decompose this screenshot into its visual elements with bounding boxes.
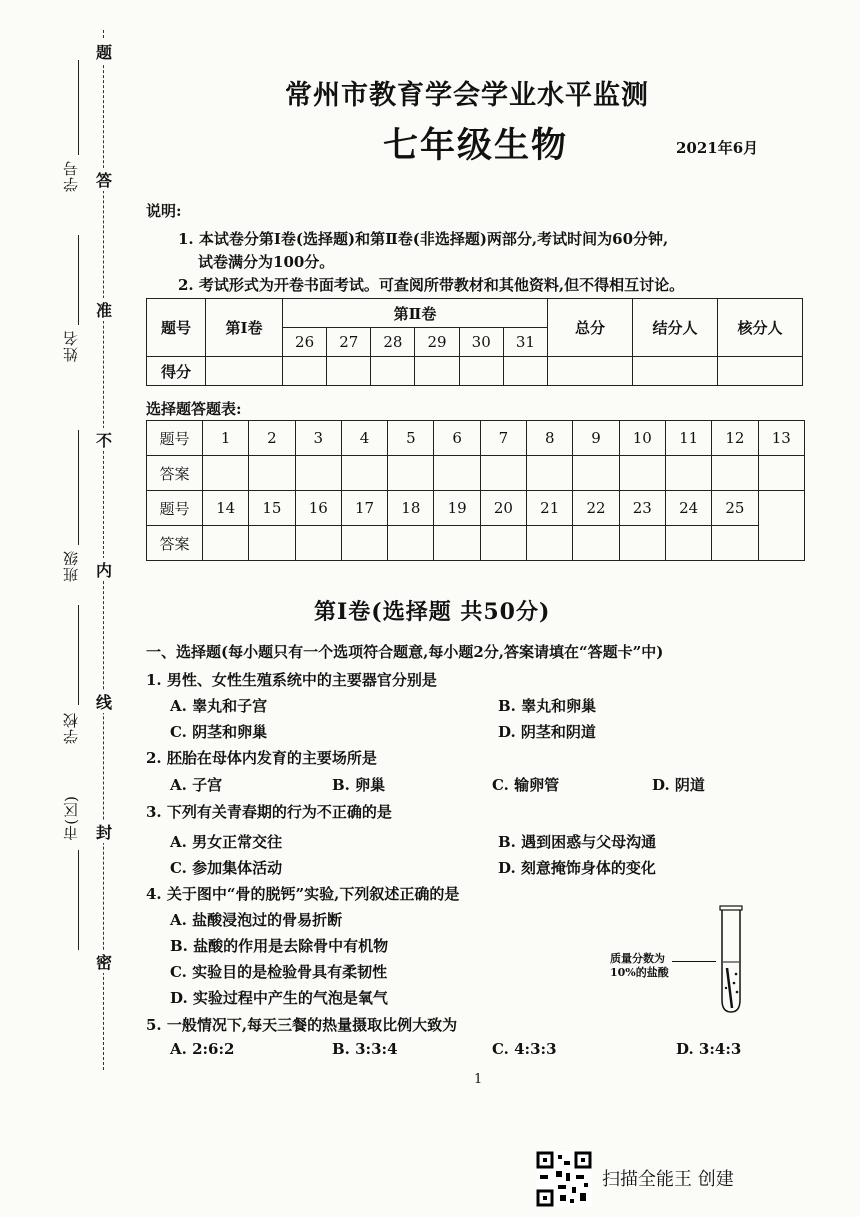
answer-cell[interactable] <box>434 456 480 491</box>
question-number-cell: 24 <box>665 491 711 526</box>
score-cell[interactable] <box>283 357 327 386</box>
score-row-label: 得分 <box>147 357 206 386</box>
exam-subject: 七年级生物 <box>383 125 569 166</box>
question-option: D. 实验过程中产生的气泡是氧气 <box>170 989 388 1007</box>
question-number-cell: 8 <box>527 421 573 456</box>
qr-code-icon <box>536 1151 592 1207</box>
question-option: D. 阴茎和阴道 <box>498 723 596 741</box>
score-cell[interactable] <box>633 357 718 386</box>
instructions-heading: 说明: <box>146 202 182 220</box>
score-header-total: 总分 <box>548 299 633 357</box>
name-label: 姓名 <box>62 330 80 362</box>
question-number-cell: 20 <box>480 491 526 526</box>
score-header-checker: 核分人 <box>718 299 803 357</box>
answer-cell[interactable] <box>573 526 619 561</box>
question-option: C. 实验目的是检验骨具有柔韧性 <box>170 963 388 981</box>
answer-cell[interactable] <box>388 456 434 491</box>
seal-word: 题 <box>94 40 114 63</box>
question-option: B. 盐酸的作用是去除骨中有机物 <box>170 937 389 955</box>
question-option: B. 3:3:4 <box>332 1040 398 1058</box>
school-label: 学校 <box>62 712 80 744</box>
question-option: A. 2:6:2 <box>170 1040 235 1058</box>
section-heading: 一、选择题(每小题只有一个选项符合题意,每小题2分,答案请填在“答题卡”中) <box>146 643 664 661</box>
question-number-cell: 23 <box>619 491 665 526</box>
instruction-item: 试卷满分为100分。 <box>198 253 335 271</box>
figure-label <box>610 952 669 980</box>
answer-row-label: 题号 <box>147 421 203 456</box>
seal-word: 密 <box>94 950 114 973</box>
seal-word: 答 <box>94 168 114 191</box>
seal-word: 封 <box>94 820 114 843</box>
answer-cell[interactable] <box>434 526 480 561</box>
score-header-item: 31 <box>503 328 547 357</box>
question-option: C. 输卵管 <box>492 776 560 794</box>
exam-date: 2021年6月 <box>676 139 759 157</box>
answer-cell[interactable] <box>341 456 387 491</box>
question-number-cell: 2 <box>249 421 295 456</box>
seal-word: 准 <box>94 298 114 321</box>
score-header-part2: 第Ⅱ卷 <box>283 299 548 328</box>
binding-margin <box>0 0 120 1217</box>
score-cell[interactable] <box>327 357 371 386</box>
student-id-line <box>78 60 79 155</box>
question-stem: 4. 关于图中“骨的脱钙”实验,下列叙述正确的是 <box>146 885 460 903</box>
question-stem: 1. 男性、女性生殖系统中的主要器官分别是 <box>146 671 437 689</box>
answer-cell[interactable] <box>619 456 665 491</box>
score-cell[interactable] <box>548 357 633 386</box>
score-header-scorer: 结分人 <box>633 299 718 357</box>
question-number-cell: 1 <box>203 421 249 456</box>
answer-row-label: 题号 <box>147 491 203 526</box>
answer-cell[interactable] <box>341 526 387 561</box>
question-stem: 5. 一般情况下,每天三餐的热量摄取比例大致为 <box>146 1016 458 1034</box>
question-number-cell: 7 <box>480 421 526 456</box>
question-number-cell: 12 <box>712 421 758 456</box>
question-number-cell: 22 <box>573 491 619 526</box>
answer-table-label: 选择题答题表: <box>146 400 242 418</box>
answer-cell[interactable] <box>665 526 711 561</box>
question-option: B. 卵巢 <box>332 776 386 794</box>
answer-table <box>146 420 805 561</box>
question-option: A. 睾丸和子宫 <box>170 697 268 715</box>
score-header-item: 27 <box>327 328 371 357</box>
score-cell[interactable] <box>206 357 283 386</box>
question-number-cell: 18 <box>388 491 434 526</box>
score-header-item: 30 <box>459 328 503 357</box>
name-line <box>78 235 79 325</box>
question-option: C. 参加集体活动 <box>170 859 283 877</box>
question-option: B. 睾丸和卵巢 <box>498 697 597 715</box>
answer-cell[interactable] <box>295 456 341 491</box>
answer-cell[interactable] <box>480 456 526 491</box>
seal-word: 线 <box>94 690 114 713</box>
question-option: C. 4:3:3 <box>492 1040 557 1058</box>
answer-row-label: 答案 <box>147 526 203 561</box>
district-label: 市(区) <box>62 795 80 841</box>
answer-cell[interactable] <box>758 456 804 491</box>
question-stem: 2. 胚胎在母体内发育的主要场所是 <box>146 749 377 767</box>
answer-cell[interactable] <box>249 456 295 491</box>
score-cell[interactable] <box>503 357 547 386</box>
question-number-cell: 6 <box>434 421 480 456</box>
question-number-cell: 3 <box>295 421 341 456</box>
question-number-cell: 17 <box>341 491 387 526</box>
answer-cell[interactable] <box>203 456 249 491</box>
question-stem: 3. 下列有关青春期的行为不正确的是 <box>146 803 392 821</box>
answer-row-label: 答案 <box>147 456 203 491</box>
question-number-cell: 14 <box>203 491 249 526</box>
question-number-cell: 25 <box>712 491 758 526</box>
answer-cell[interactable] <box>712 526 758 561</box>
section-title: 第Ⅰ卷(选择题 共50分) <box>314 599 551 625</box>
question-number-cell: 4 <box>341 421 387 456</box>
answer-cell[interactable] <box>527 456 573 491</box>
school-line <box>78 605 79 705</box>
answer-cell[interactable] <box>480 526 526 561</box>
score-header-qno: 题号 <box>147 299 206 357</box>
question-option: B. 遇到困惑与父母沟通 <box>498 833 657 851</box>
seal-word: 内 <box>94 558 114 581</box>
answer-cell[interactable] <box>665 456 711 491</box>
score-cell[interactable] <box>718 357 803 386</box>
question-option: A. 男女正常交往 <box>170 833 283 851</box>
exam-title: 常州市教育学会学业水平监测 <box>285 80 649 111</box>
answer-cell[interactable] <box>203 526 249 561</box>
blank-cell <box>758 491 804 561</box>
answer-cell[interactable] <box>619 526 665 561</box>
question-option: C. 阴茎和卵巢 <box>170 723 268 741</box>
question-number-cell: 11 <box>665 421 711 456</box>
question-number-cell: 21 <box>527 491 573 526</box>
score-table <box>146 298 803 386</box>
scanner-watermark: 扫描全能王 创建 <box>602 1169 734 1190</box>
student-id-label: 学号 <box>62 160 80 192</box>
class-label: 班级 <box>62 550 80 582</box>
answer-cell[interactable] <box>295 526 341 561</box>
score-header-item: 28 <box>371 328 415 357</box>
question-number-cell: 19 <box>434 491 480 526</box>
answer-cell[interactable] <box>712 456 758 491</box>
figure-pointer-line <box>672 961 716 962</box>
question-option: D. 刻意掩饰身体的变化 <box>498 859 656 877</box>
test-tube-figure <box>708 900 758 1018</box>
score-header-item: 29 <box>415 328 459 357</box>
figure-label-line: 质量分数为 <box>610 952 665 965</box>
page-number: 1 <box>474 1072 483 1087</box>
question-option: A. 盐酸浸泡过的骨易折断 <box>170 911 343 929</box>
question-number-cell: 10 <box>619 421 665 456</box>
question-option: D. 阴道 <box>652 776 705 794</box>
class-line <box>78 430 79 545</box>
question-number-cell: 5 <box>388 421 434 456</box>
district-line <box>78 850 79 950</box>
question-option: D. 3:4:3 <box>676 1040 742 1058</box>
score-cell[interactable] <box>371 357 415 386</box>
answer-cell[interactable] <box>249 526 295 561</box>
question-number-cell: 16 <box>295 491 341 526</box>
score-cell[interactable] <box>459 357 503 386</box>
answer-cell[interactable] <box>573 456 619 491</box>
answer-cell[interactable] <box>527 526 573 561</box>
question-number-cell: 13 <box>758 421 804 456</box>
figure-label-line: 10%的盐酸 <box>610 966 669 979</box>
answer-cell[interactable] <box>388 526 434 561</box>
seal-word: 不 <box>94 428 114 451</box>
score-cell[interactable] <box>415 357 459 386</box>
instruction-item: 2. 考试形式为开卷书面考试。可查阅所带教材和其他资料,但不得相互讨论。 <box>178 276 685 294</box>
instruction-item: 1. 本试卷分第Ⅰ卷(选择题)和第Ⅱ卷(非选择题)两部分,考试时间为60分钟, <box>178 230 669 248</box>
question-option: A. 子宫 <box>170 776 223 794</box>
score-header-part1: 第Ⅰ卷 <box>206 299 283 357</box>
score-header-item: 26 <box>283 328 327 357</box>
question-number-cell: 15 <box>249 491 295 526</box>
question-number-cell: 9 <box>573 421 619 456</box>
